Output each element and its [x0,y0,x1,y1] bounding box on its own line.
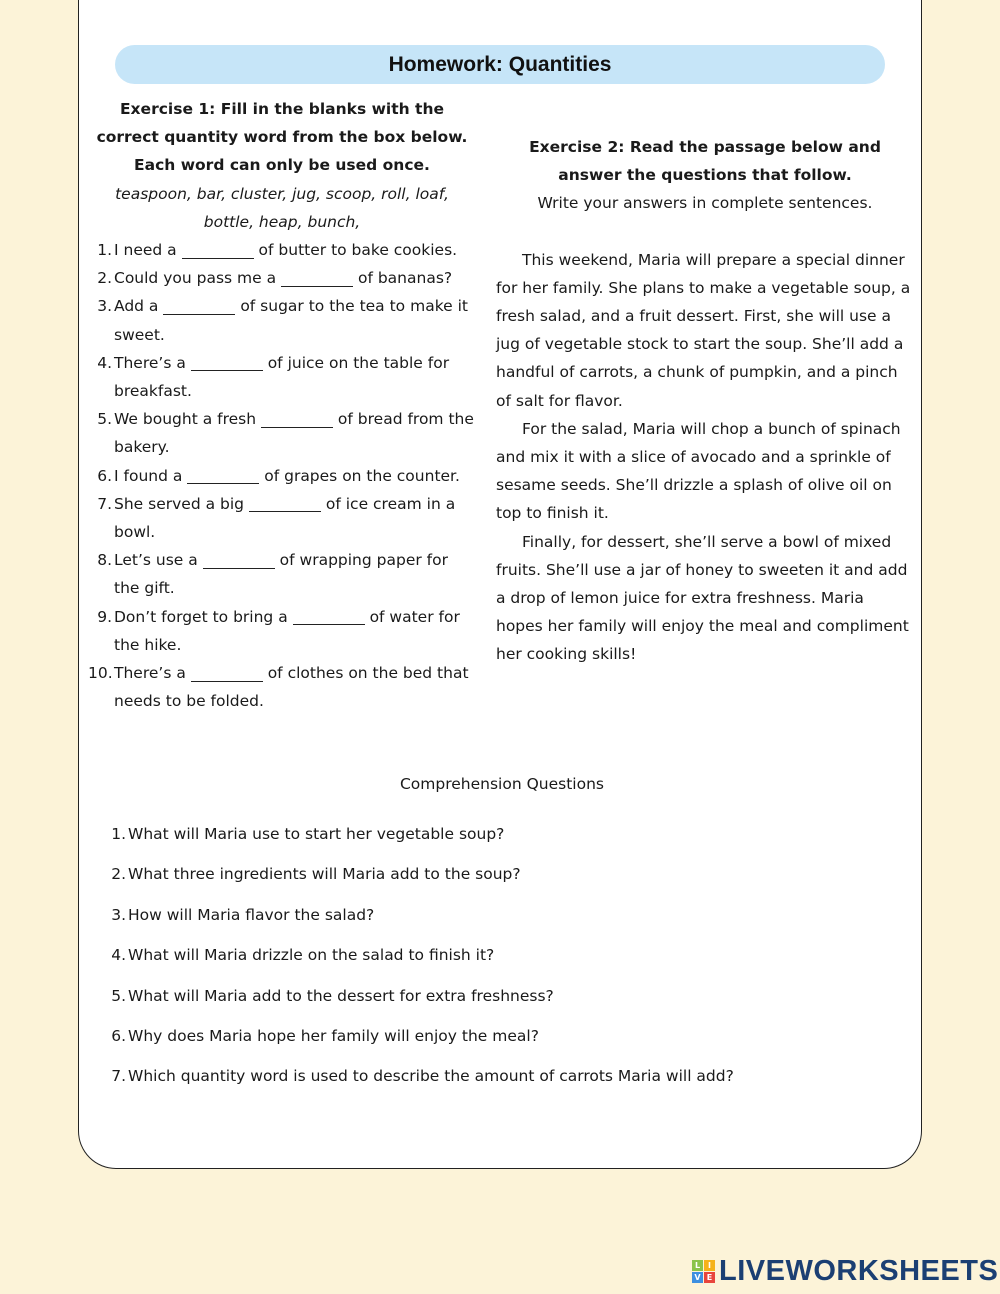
item-text-after: of bread from the bakery. [114,410,474,457]
item-text-after: of wrapping paper for the gift. [114,551,448,598]
item-number: 9. [97,607,112,626]
answer-blank-input[interactable] [203,554,275,569]
question-item [112,935,892,975]
item-text-before: There’s a [114,664,186,683]
question-text: What will Maria drizzle on the salad to finish it? [128,946,495,965]
item-text-after: of sugar to the tea to make it sweet. [114,297,468,344]
question-item [112,854,892,894]
item-text-after: of juice on the table for breakfast. [114,353,450,401]
question-number: 3. [111,905,126,924]
exercise-item [88,603,476,659]
question-text: What will Maria use to start her vegetable soup? [128,825,505,843]
exercise-1-instructions: Exercise 1: Fill in the blanks with the correct quantity word from the box below. Each word can only be used once. [96,100,468,175]
logo-text: LIVEWORKSHEETS [719,1255,999,1287]
item-text-after: of water for the hike. [114,607,460,654]
item-text-after: of butter to bake cookies. [258,241,458,260]
item-text-before: I need a [114,241,177,260]
answer-blank-input[interactable] [182,244,254,259]
exercise-item [88,659,476,715]
reading-passage [496,246,914,669]
item-text-after: of grapes on the counter. [264,466,460,485]
question-text: How will Maria flavor the salad? [128,905,375,924]
exercise-1 [88,95,476,715]
item-text-before: We bought a fresh [114,410,257,429]
item-number: 7. [97,494,112,513]
exercise-item [88,236,476,264]
logo-tile: V [692,1272,703,1283]
item-number: 1. [97,241,112,260]
question-number: 1. [111,825,126,843]
exercise-1-list [88,236,476,715]
item-number: 6. [97,466,112,485]
question-list [112,814,892,1097]
question-number: 2. [111,865,126,884]
logo-tile: I [704,1260,715,1271]
question-text: What three ingredients will Maria add to the soup? [128,865,521,884]
question-item [112,976,892,1016]
item-text-after: of clothes on the bed that needs to be folded. [114,664,469,711]
exercise-item [88,264,476,292]
exercise-item [88,462,476,490]
question-item [112,1056,892,1096]
exercise-2-instructions: Exercise 2: Read the passage below and answer the questions that follow. [529,138,881,185]
question-text: Why does Maria hope her family will enjoy the meal? [128,1027,539,1046]
exercise-2 [496,133,914,669]
question-number: 5. [111,986,126,1005]
exercise-item [88,349,476,405]
item-number: 5. [97,410,112,429]
question-number: 6. [111,1027,126,1046]
item-number: 2. [97,269,112,288]
logo-tiles-icon [692,1260,715,1283]
logo-tile: L [692,1260,703,1271]
item-number: 3. [97,297,112,316]
item-text-before: Don’t forget to bring a [114,607,288,626]
question-item [112,895,892,935]
question-item [112,814,892,854]
answer-blank-input[interactable] [249,497,321,512]
page-title: Homework: Quantities [115,45,885,84]
item-number: 8. [97,551,112,570]
item-text-before: There’s a [114,353,186,372]
answer-blank-input[interactable] [191,356,263,371]
liveworksheets-logo [692,1255,998,1288]
item-text-after: of bananas? [357,269,453,288]
comprehension-questions [112,770,892,1097]
answer-blank-input[interactable] [187,469,259,484]
question-text: What will Maria add to the dessert for extra freshness? [128,986,554,1005]
question-item [112,1016,892,1056]
answer-blank-input[interactable] [281,272,353,287]
passage-paragraph: For the salad, Maria will chop a bunch of spinach and mix it with a slice of avocado and a sprinkle of sesame seeds. She’ll drizzle a splash of olive oil on top to finish it. [496,419,901,523]
item-text-before: Add a [114,297,159,316]
item-text-before: Could you pass me a [114,269,277,288]
passage-paragraph: This weekend, Maria will prepare a special dinner for her family. She plans to make a vegetable soup, a fresh salad, and a fruit dessert. First, she will use a jug of vegetable stock to start the soup. She’ll add a handful of carrots, a chunk of pumpkin, and a pinch of salt for flavor. [496,250,911,410]
exercise-item [88,490,476,546]
item-text-before: She served a big [114,494,244,513]
item-text-after: of ice cream in a bowl. [114,494,456,542]
question-number: 7. [111,1067,126,1086]
item-text-before: Let’s use a [114,551,198,570]
exercise-item [88,405,476,461]
word-bank: teaspoon, bar, cluster, jug, scoop, roll, loaf, bottle, heap, bunch, [115,184,449,231]
logo-tile: E [704,1272,715,1283]
answer-blank-input[interactable] [191,667,263,682]
passage-paragraph: Finally, for dessert, she’ll serve a bowl of mixed fruits. She’ll use a jar of honey to sweeten it and add a drop of lemon juice for extra freshness. Maria hopes her family will enjoy the meal and compliment her cooking skills! [496,532,909,664]
item-number: 10. [88,664,113,683]
question-text: Which quantity word is used to describe the amount of carrots Maria will add? [128,1067,734,1086]
item-text-before: I found a [114,466,183,485]
answer-blank-input[interactable] [293,610,365,625]
exercise-item [88,292,476,348]
exercise-item [88,546,476,602]
exercise-2-subtitle: Write your answers in complete sentences. [537,194,873,213]
comprehension-heading: Comprehension Questions [399,775,604,793]
question-number: 4. [111,946,126,965]
answer-blank-input[interactable] [261,413,333,428]
answer-blank-input[interactable] [163,300,235,315]
item-number: 4. [97,353,112,372]
